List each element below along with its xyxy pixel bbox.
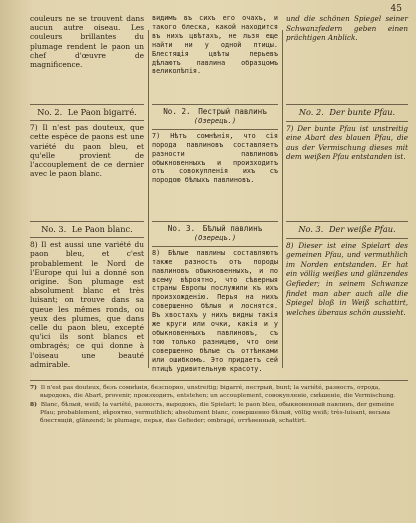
section-subtitle: (Озерецъ.): [193, 233, 237, 242]
column-divider: [282, 30, 283, 368]
footnote-number: 8): [30, 401, 37, 408]
section-rule: [152, 104, 278, 105]
section-heading: Der bunte Pfau.: [329, 107, 396, 117]
section-text-german: 8) Dieser ist eine Spielart des gemeinen Pfau, und vermuthlich im Norden entstanden. Er hat ein völlig weißes und glänzendes Gefieder; in seinem Schwanze findet man aber auch alle die Spiegel bloß in Weiß schattirt, welches überaus schön aussieht.: [286, 240, 408, 317]
section-heading: Der weiße Pfau.: [328, 224, 396, 234]
section-rule: [286, 104, 408, 105]
section-heading: Le Paon blanc.: [71, 224, 133, 234]
section-rule: [30, 237, 144, 238]
section-title-french: [30, 225, 144, 234]
footnote-text: Blanc, бѣлый, weiß; la variété, разность, выродокъ, die Spielart; le paon bleu, обыкновенный павлинъ, der gemeine Pfau; probablement, вѣроятно, vermuthlich; absolument blanc, совершенно бѣлый, völlig weiß; très-luisant, весьма блестящій, glänzend; le plumage, перья, das Gefieder; ombragé, оттѣненный, schattirt.: [40, 402, 395, 424]
page-number: 45: [390, 4, 402, 14]
section-title-russian: [152, 225, 278, 243]
footnote: [30, 401, 408, 425]
section-title-french: [30, 108, 144, 117]
intro-text-french: couleurs ne se trouvent dans aucun autre oiseau. Les couleurs brillantes du plumage rendent le paon un chef d'œuvre de magnificence.: [30, 14, 144, 70]
section-number: No. 3.: [298, 224, 324, 234]
column-russian: [152, 14, 278, 373]
section-rule: [286, 221, 408, 222]
section-rule: [30, 221, 144, 222]
footnote-text: Il n'est pas douteux, безъ сомнѣнія, безспорно, unstreitig; bigarré, пестрый, bunt; la variété, разность, отрода, выродокъ, die Abart, provenir, произходить, entstehen; un accouplement, совокупленіе, смѣшеніе, die Vermischung.: [40, 385, 396, 399]
section-heading: Пестрый павлинъ: [198, 107, 267, 116]
footnote-rule: [30, 380, 408, 381]
section-heading: Бѣлый павлинъ: [202, 224, 263, 233]
section-rule: [152, 221, 278, 222]
section-rule: [286, 121, 408, 122]
section-text-german: 7) Der bunte Pfau ist unstreitig eine Abart des blauen Pfau, die aus der Vermischung dieses mit dem weißen Pfau entstanden ist.: [286, 123, 408, 162]
section-title-german: [286, 225, 408, 235]
section-title-german: [286, 108, 408, 118]
section-heading: Le Paon bigarré.: [67, 107, 137, 117]
section-text-russian: 8) Бѣлые павлины составляютъ также разность отъ породы павлиновъ обыкновенныхъ, и по всему вѣроятно, что сѣверныя страны Европы послужили къ ихъ произхожденію. Перья на нихъ совершенно бѣлыя и лоснятся. Въ хвостахъ у нихъ видны такія же круги или очки, какія и у обыкновенныхъ павлиновъ, съ тою только разницею, что они совершенно бѣлые съ оттѣнками или ошибкомъ. Это придаетъ сей птицѣ удивительную красоту.: [152, 248, 278, 373]
section-subtitle: (Озерецъ.): [193, 116, 237, 125]
footnotes: [30, 380, 408, 426]
section-text-french: 7) Il n'est pas douteux, que cette espèce de paons est une variété du paon bleu, et qu'elle provient de l'accouplement de ce dernier avec le paon blanc.: [30, 123, 144, 179]
section-number: No. 2.: [298, 107, 324, 117]
section-rule: [286, 238, 408, 239]
column-french: [30, 14, 144, 368]
column-divider: [148, 30, 149, 368]
section-number: No. 2.: [163, 107, 191, 116]
footnote-number: 7): [30, 384, 37, 391]
section-number: No. 3.: [41, 224, 67, 234]
section-number: No. 2.: [37, 107, 63, 117]
footnote: [30, 384, 408, 400]
section-rule: [152, 129, 278, 130]
section-rule: [30, 120, 144, 121]
intro-text-russian: видимъ въ сихъ его очахъ, и такого блеска, какой находится въ нихъ цвѣтахъ, не льзя еще найти ни у одной птицы. Блестящія цвѣты перьевъ дѣлаютъ павлина образцомъ великолѣпія.: [152, 14, 278, 76]
text-columns: [30, 14, 408, 373]
section-rule: [30, 104, 144, 105]
section-text-russian: 7) Нѣтъ сомнѣнія, что сія порода павлиновъ составляетъ разности павлиновъ обыкновенныхъ и произходитъ отъ совокупленія ихъ съ породою бѣлыхъ павлиновъ.: [152, 131, 278, 185]
section-text-french: 8) Il est aussi une variété du paon bleu, et c'est probablement le Nord de l'Europe qui lui a donné son origine. Son plumage est absolument blanc et très luisant; on trouve dans sa queue les mêmes ronds, ou yeux des plumes, que dans celle du paon bleu, excepté qu'ici ils sont blancs et ombragés; ce qui donne à l'oiseau une beauté admirable.: [30, 240, 144, 369]
section-rule: [152, 246, 278, 247]
intro-text-german: und die schönen Spiegel seiner Schwanzfedern geben einen prächtigen Anblick.: [286, 14, 408, 43]
section-number: No. 3.: [167, 224, 196, 233]
column-german: [286, 14, 408, 368]
section-title-russian: [152, 108, 278, 126]
